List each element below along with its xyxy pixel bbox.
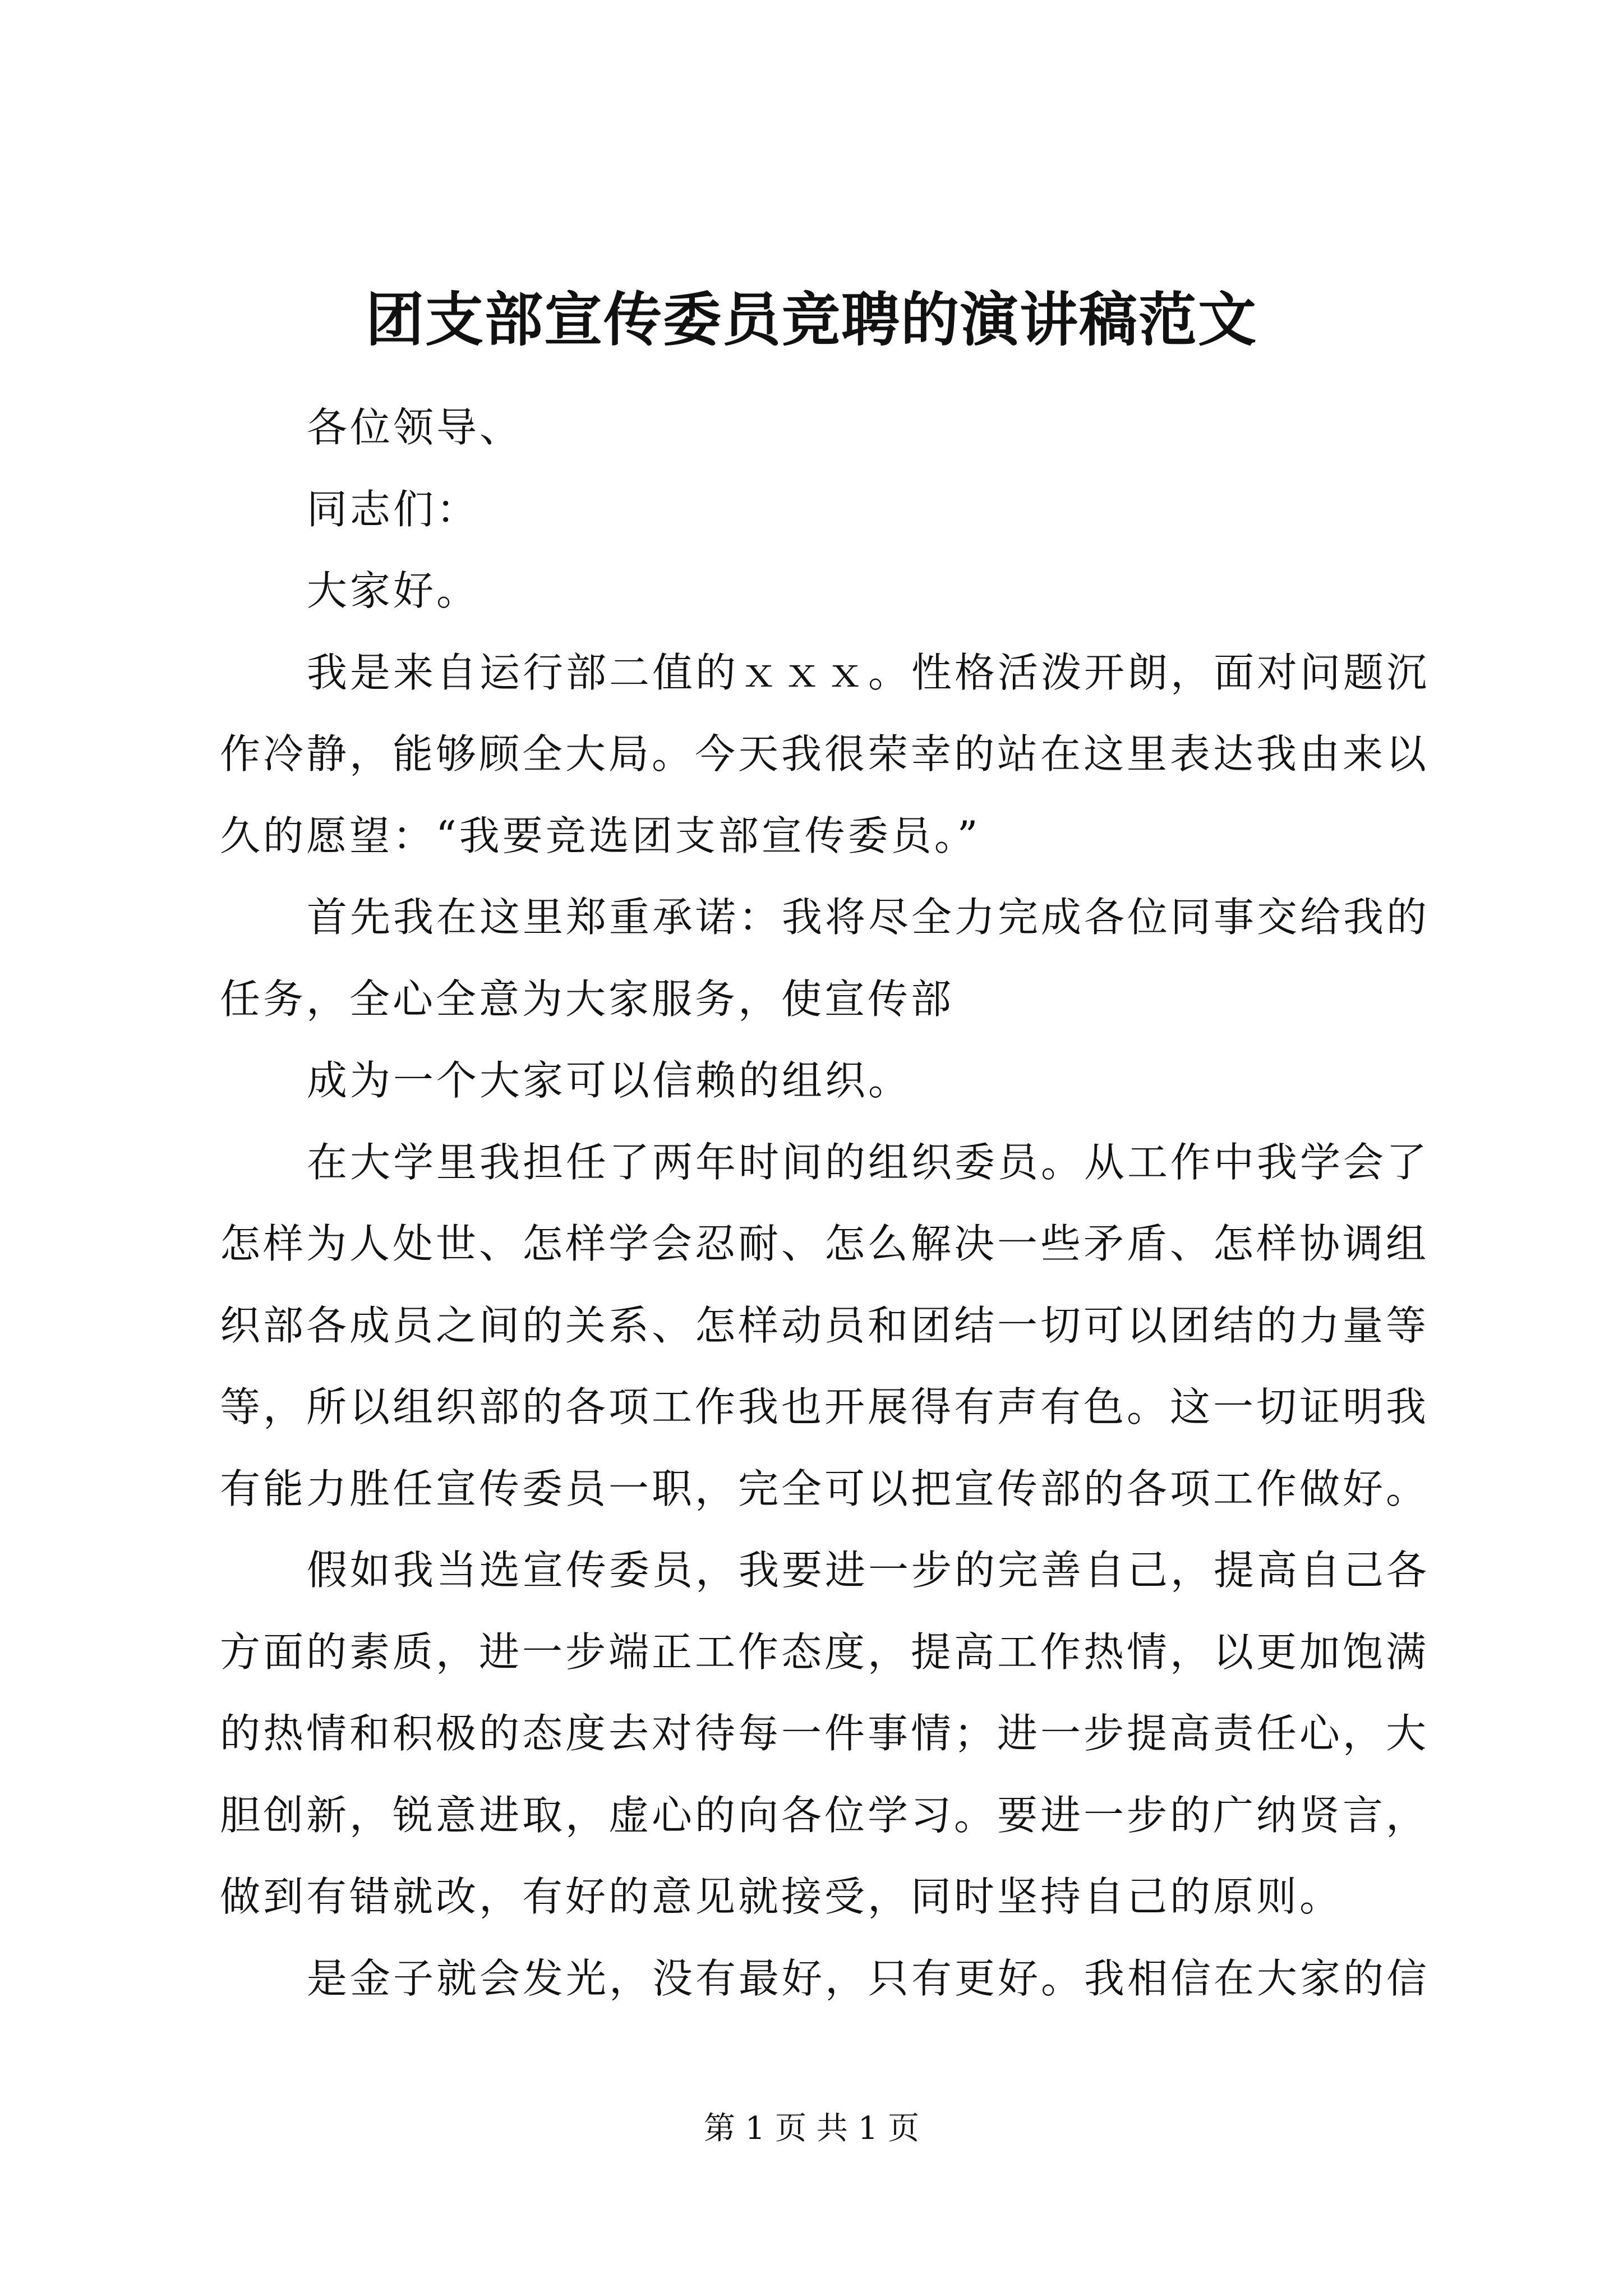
document-title: 团支部宣传委员竞聘的演讲稿范文: [365, 285, 1257, 354]
paragraph-line: 方面的素质，进一步端正工作态度，提高工作热情，以更加饱满: [220, 1628, 1430, 1676]
paragraph-line: 做到有错就改，有好的意见就接受，同时坚持自己的原则。: [220, 1873, 1343, 1920]
document-body: [220, 387, 1442, 2019]
paragraph-line: 首先我在这里郑重承诺：我将尽全力完成各位同事交给我的: [307, 894, 1430, 941]
paragraph-line: 在大学里我担任了两年时间的组织委员。从工作中我学会了: [307, 1138, 1430, 1186]
paragraph-line: 任务，全心全意为大家服务，使宣传部: [220, 975, 955, 1023]
salutation-line: 各位领导、: [307, 404, 523, 451]
paragraph-line: 久的愿望：“我要竞选团支部宣传委员。”: [220, 812, 981, 859]
salutation-line: 同志们：: [307, 485, 480, 533]
paragraph-line: 是金子就会发光，没有最好，只有更好。我相信在大家的信: [307, 1954, 1430, 2002]
paragraph-line: 织部各成员之间的关系、怎样动员和团结一切可以团结的力量等: [220, 1301, 1430, 1349]
paragraph-line: 有能力胜任宣传委员一职，完全可以把宣传部的各项工作做好。: [220, 1465, 1430, 1512]
paragraph-line: 作冷静，能够顾全大局。今天我很荣幸的站在这里表达我由来以: [220, 730, 1430, 777]
paragraph-line: 我是来自运行部二值的ｘｘｘ。性格活泼开朗，面对问题沉: [307, 648, 1430, 696]
paragraph-line: 胆创新，锐意进取，虚心的向各位学习。要进一步的广纳贤言，: [220, 1791, 1430, 1839]
paragraph-line: 怎样为人处世、怎样学会忍耐、怎么解决一些矛盾、怎样协调组: [220, 1220, 1430, 1267]
greeting-line: 大家好。: [307, 567, 480, 614]
paragraph-line: 等，所以组织部的各项工作我也开展得有声有色。这一切证明我: [220, 1383, 1430, 1430]
paragraph-line: 成为一个大家可以信赖的组织。: [307, 1057, 912, 1104]
page-footer: 第 1 页 共 1 页: [703, 2110, 920, 2147]
paragraph-line: 的热情和积极的态度去对待每一件事情；进一步提高责任心，大: [220, 1710, 1430, 1757]
paragraph-line: 假如我当选宣传委员，我要进一步的完善自己，提高自己各: [307, 1547, 1430, 1594]
